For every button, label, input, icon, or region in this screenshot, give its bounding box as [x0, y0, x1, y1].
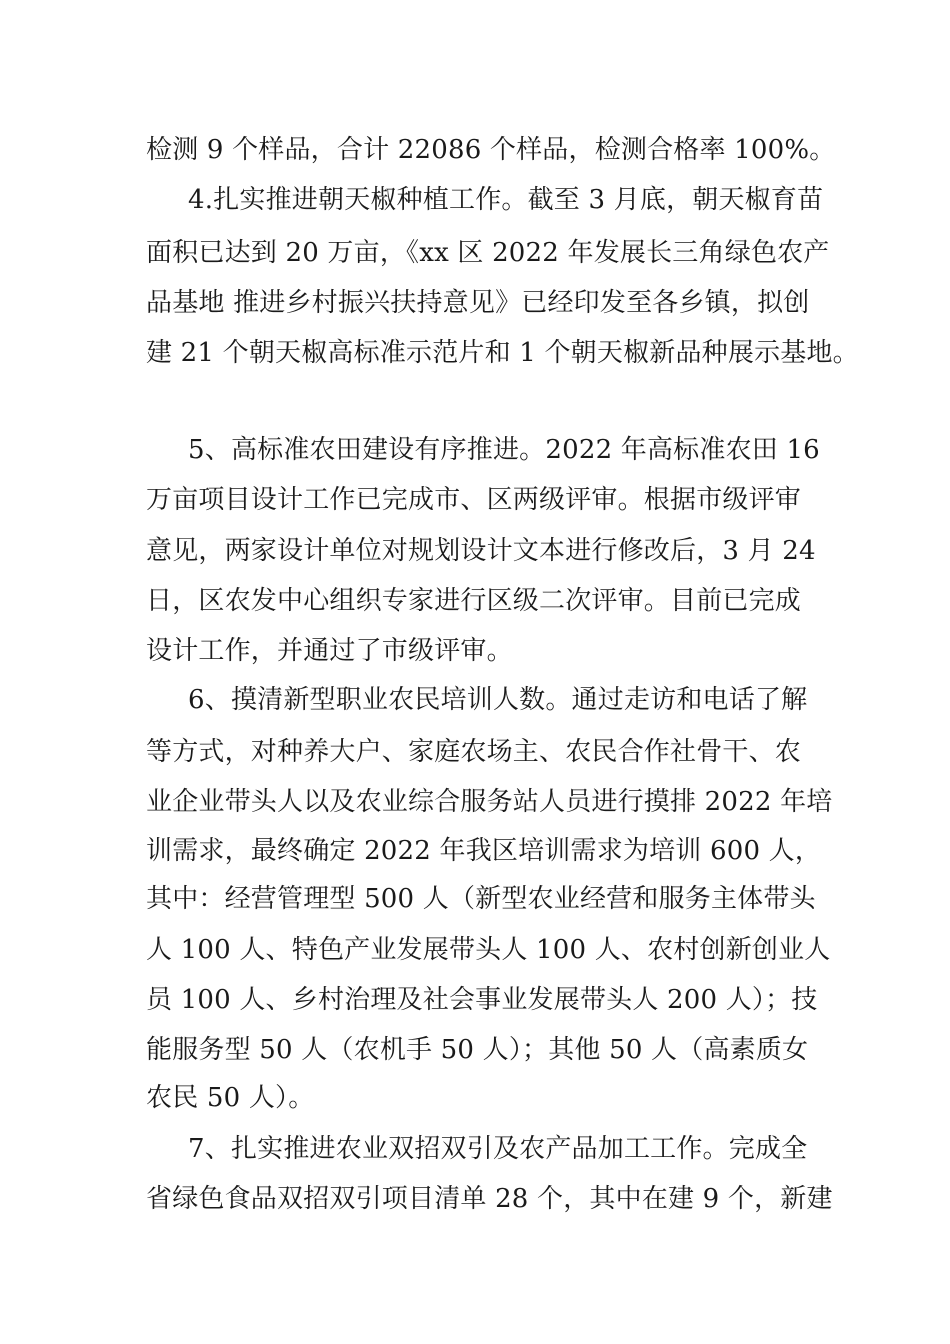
text-line: 人 100 人、特色产业发展带头人 100 人、农村创新创业人 [146, 935, 831, 965]
text-line: 检测 9 个样品，合计 22086 个样品，检测合格率 100%。 [146, 135, 836, 165]
text-line: 等方式，对种养大户、家庭农场主、农民合作社骨干、农 [146, 737, 802, 767]
text-line: 设计工作，并通过了市级评审。 [146, 636, 513, 666]
text-line: 日，区农发中心组织专家进行区级二次评审。目前已完成 [146, 586, 802, 616]
text-line: 能服务型 50 人（农机手 50 人）；其他 50 人（高素质女 [146, 1035, 809, 1065]
paragraph-5-first-line: 5、高标准农田建设有序推进。2022 年高标准农田 16 [188, 435, 820, 465]
text-line: 万亩项目设计工作已完成市、区两级评审。根据市级评审 [146, 485, 802, 515]
paragraph-6-first-line: 6、摸清新型职业农民培训人数。通过走访和电话了解 [188, 685, 808, 715]
text-line: 员 100 人、乡村治理及社会事业发展带头人 200 人）；技 [146, 985, 818, 1015]
paragraph-7-first-line: 7、扎实推进农业双招双引及农产品加工工作。完成全 [188, 1134, 808, 1164]
paragraph-4-first-line: 4.扎实推进朝天椒种植工作。截至 3 月底，朝天椒育苗 [188, 185, 824, 215]
text-line: 训需求，最终确定 2022 年我区培训需求为培训 600 人， [146, 836, 822, 866]
text-line: 其中：经营管理型 500 人（新型农业经营和服务主体带头 [146, 884, 816, 914]
text-line: 业企业带头人以及农业综合服务站人员进行摸排 2022 年培 [146, 787, 833, 817]
text-line: 省绿色食品双招双引项目清单 28 个，其中在建 9 个，新建 [146, 1184, 833, 1214]
text-line: 意见，两家设计单位对规划设计文本进行修改后，3 月 24 [146, 536, 816, 566]
text-line: 品基地 推进乡村振兴扶持意见》已经印发至各乡镇，拟创 [146, 288, 810, 318]
text-line: 建 21 个朝天椒高标准示范片和 1 个朝天椒新品种展示基地。 [146, 338, 859, 368]
text-line: 农民 50 人）。 [146, 1083, 315, 1113]
text-line: 面积已达到 20 万亩，《xx 区 2022 年发展长三角绿色农产 [146, 238, 830, 268]
